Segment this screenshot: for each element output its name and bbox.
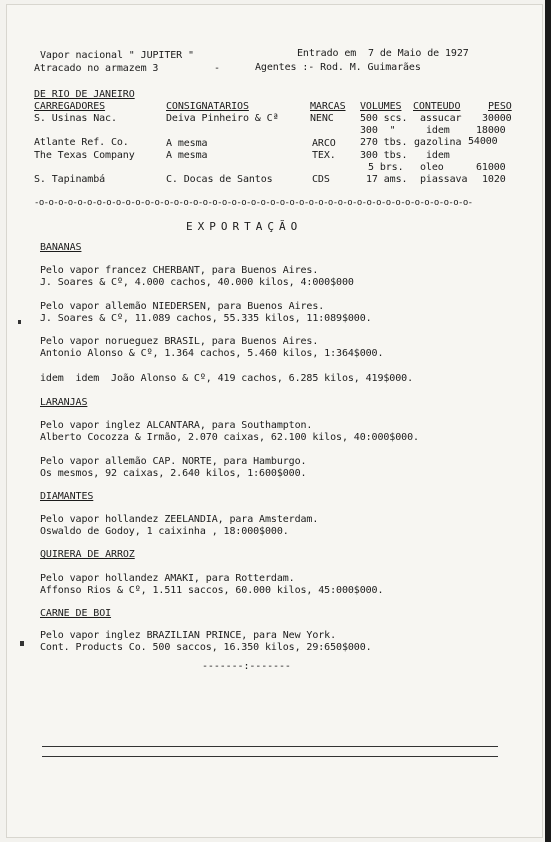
volume: 500 scs. bbox=[360, 113, 408, 124]
content: assucar bbox=[420, 113, 462, 124]
weight: 30000 bbox=[482, 113, 512, 124]
entry-line: Os mesmos, 92 caixas, 2.640 kilos, 1:600$000. bbox=[40, 468, 307, 479]
volume: 270 tbs. bbox=[360, 137, 408, 148]
volume: 17 ams. bbox=[366, 174, 408, 185]
entry-line: Pelo vapor allemão NIEDERSEN, para Buenos Aires. bbox=[40, 301, 325, 312]
origin-port: DE RIO DE JANEIRO bbox=[34, 89, 135, 100]
separator-rule: -o-o-o-o-o-o-o-o-o-o-o-o-o-o-o-o-o-o-o-o-o-o-o-o-o-o-o-o-o-o-o-o-o-o-o-o-o-o-o-o-o-o-o-o-o- bbox=[34, 198, 473, 208]
mark: TEX. bbox=[312, 150, 336, 161]
section-title: EXPORTAÇÃO bbox=[186, 220, 303, 233]
shipper: S. Tapinambá bbox=[34, 174, 106, 185]
entry-line: Oswaldo de Godoy, 1 caixinha , 18:000$000. bbox=[40, 526, 289, 537]
heading-quirera: QUIRERA DE ARROZ bbox=[40, 549, 135, 560]
consignee: C. Docas de Santos bbox=[166, 174, 273, 185]
col-header-shippers: CARREGADORES bbox=[34, 101, 106, 112]
mark: ARCO bbox=[312, 138, 336, 149]
punch-mark bbox=[20, 641, 24, 646]
shipper: S. Usinas Nac. bbox=[34, 113, 117, 124]
volume: 300 " bbox=[360, 125, 396, 136]
consignee: A mesma bbox=[166, 150, 208, 161]
consignee: Deiva Pinheiro & Cª bbox=[166, 113, 279, 124]
content: oleo bbox=[420, 162, 444, 173]
entry-line: Pelo vapor inglez BRAZILIAN PRINCE, para New York. bbox=[40, 630, 337, 641]
mark: CDS bbox=[312, 174, 330, 185]
entry-line: Pelo vapor hollandez ZEELANDIA, para Amsterdam. bbox=[40, 514, 319, 525]
end-rule: -------:------- bbox=[202, 661, 291, 672]
agents: Agentes :- Rod. M. Guimarães bbox=[255, 62, 421, 73]
footer-rule bbox=[42, 756, 498, 757]
entry-line: Pelo vapor inglez ALCANTARA, para Southampton. bbox=[40, 420, 313, 431]
entry-line: Cont. Products Co. 500 saccos, 16.350 kilos, 29:650$000. bbox=[40, 642, 372, 653]
entry-line: Pelo vapor norueguez BRASIL, para Buenos Aires. bbox=[40, 336, 319, 347]
volume: 5 brs. bbox=[368, 162, 404, 173]
content: gazolina bbox=[414, 137, 462, 148]
vessel-name: Vapor nacional " JUPITER " bbox=[40, 50, 194, 61]
weight: 54000 bbox=[468, 136, 498, 147]
col-header-consignees: CONSIGNATARIOS bbox=[166, 101, 249, 112]
entry-line: Pelo vapor hollandez AMAKI, para Rotterdam. bbox=[40, 573, 295, 584]
entry-line: idem idem João Alonso & Cº, 419 cachos, 6.285 kilos, 419$000. bbox=[40, 373, 413, 384]
heading-diamantes: DIAMANTES bbox=[40, 491, 94, 502]
berth: Atracado no armazem 3 bbox=[34, 63, 159, 74]
entry-line: Pelo vapor francez CHERBANT, para Buenos Aires. bbox=[40, 265, 319, 276]
mark: NENC bbox=[310, 113, 334, 124]
footer-rule bbox=[42, 746, 498, 747]
heading-bananas: BANANAS bbox=[40, 242, 82, 253]
heading-carne: CARNE DE BOI bbox=[40, 608, 112, 619]
consignee: A mesma bbox=[166, 138, 208, 149]
entry-line: J. Soares & Cº, 11.089 cachos, 55.335 kilos, 11:089$000. bbox=[40, 313, 372, 324]
weight: 1020 bbox=[482, 174, 506, 185]
col-header-content: CONTEUDO bbox=[413, 101, 461, 112]
entry-line: Antonio Alonso & Cº, 1.364 cachos, 5.460 kilos, 1:364$000. bbox=[40, 348, 384, 359]
col-header-marks: MARCAS bbox=[310, 101, 346, 112]
entry-line: Alberto Cocozza & Irmão, 2.070 caixas, 62.100 kilos, 40:000$000. bbox=[40, 432, 419, 443]
heading-laranjas: LARANJAS bbox=[40, 397, 88, 408]
scan-edge bbox=[545, 0, 551, 842]
volume: 300 tbs. bbox=[360, 150, 408, 161]
col-header-weight: PESO bbox=[488, 101, 512, 112]
entry-line: Pelo vapor allemão CAP. NORTE, para Hamburgo. bbox=[40, 456, 307, 467]
content: idem bbox=[426, 125, 450, 136]
shipper: The Texas Company bbox=[34, 150, 135, 161]
weight: 61000 bbox=[476, 162, 506, 173]
content: piassava bbox=[420, 174, 468, 185]
col-header-volumes: VOLUMES bbox=[360, 101, 402, 112]
arrival-date: Entrado em 7 de Maio de 1927 bbox=[297, 48, 469, 59]
entry-line: J. Soares & Cº, 4.000 cachos, 40.000 kilos, 4:000$000 bbox=[40, 277, 354, 288]
shipper: Atlante Ref. Co. bbox=[34, 137, 129, 148]
header-dash: - bbox=[214, 63, 220, 74]
content: idem bbox=[426, 150, 450, 161]
weight: 18000 bbox=[476, 125, 506, 136]
punch-mark bbox=[18, 320, 21, 324]
entry-line: Affonso Rios & Cº, 1.511 saccos, 60.000 kilos, 45:000$000. bbox=[40, 585, 384, 596]
